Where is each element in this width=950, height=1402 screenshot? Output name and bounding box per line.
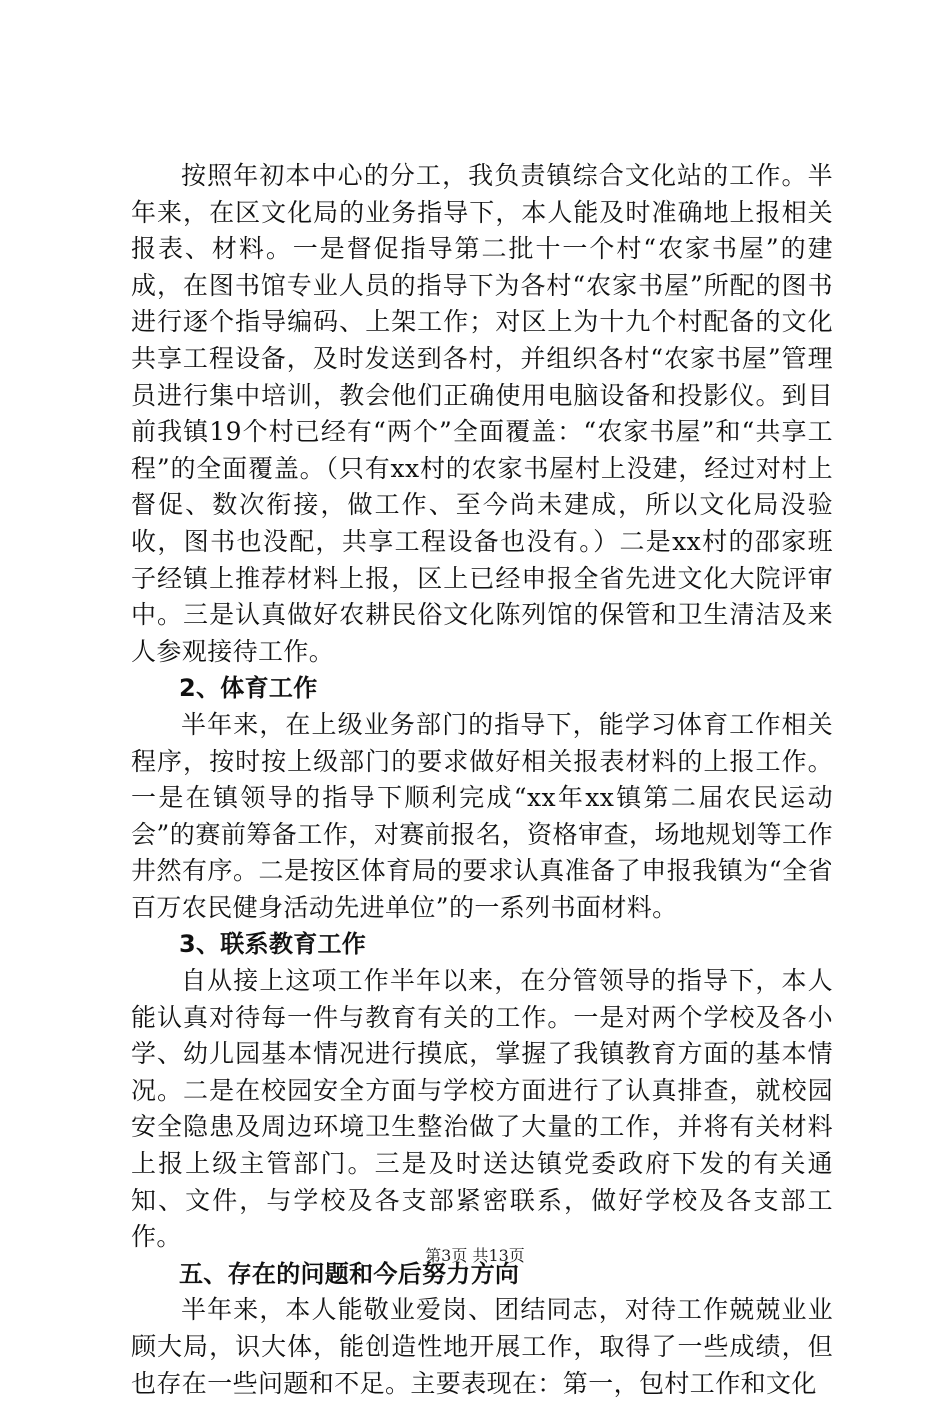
section-heading-sports: 2、体育工作 xyxy=(179,674,318,703)
paragraph-sports-work: 半年来，在上级业务部门的指导下，能学习体育工作相关程序，按时按上级部门的要求做好相关报表材料的上报工作。一是在镇领导的指导下顺利完成“xx年xx镇第二届农民运动会”的赛前筹备工作，对赛前报名，资格审查，场地规划等工作井然有序。二是按区体育局的要求认真准备了申报我镇为“全省百万农民健身活动先进单位”的一系列书面材料。 xyxy=(131,709,833,922)
document-body xyxy=(131,158,833,1402)
section-heading-education: 3、联系教育工作 xyxy=(179,930,367,959)
page-number-footer: 第3页 共13页 xyxy=(425,1246,525,1265)
paragraph-problems: 半年来，本人能敬业爱岗、团结同志，对待工作兢兢业业顾大局，识大体，能创造性地开展工作，取得了一些成绩，但也存在一些问题和不足。主要表现在：第一，包村工作和文化 xyxy=(131,1295,833,1398)
paragraph-education-work: 自从接上这项工作半年以来，在分管领导的指导下，本人能认真对待每一件与教育有关的工作。一是对两个学校及各小学、幼儿园基本情况进行摸底，掌握了我镇教育方面的基本情况。二是在校园安全方面与学校方面进行了认真排查，就校园安全隐患及周边环境卫生整治做了大量的工作，并将有关材料上报上级主管部门。三是及时送达镇党委政府下发的有关通知、文件，与学校及各支部紧密联系，做好学校及各支部工作。 xyxy=(131,966,833,1252)
paragraph-culture-station-work: 按照年初本中心的分工，我负责镇综合文化站的工作。半年来，在区文化局的业务指导下，本人能及时准确地上报相关报表、材料。一是督促指导第二批十一个村“农家书屋”的建成，在图书馆专业人员的指导下为各村“农家书屋”所配的图书进行逐个指导编码、上架工作；对区上为十九个村配备的文化共享工程设备，及时发送到各村，并组织各村“农家书屋”管理员进行集中培训，教会他们正确使用电脑设备和投影仪。到目前我镇19个村已经有“两个”全面覆盖：“农家书屋”和“共享工程”的全面覆盖。（只有xx村的农家书屋村上没建，经过对村上督促、数次衔接，做工作、至今尚未建成，所以文化局没验收，图书也没配，共享工程设备也没有。）二是xx村的邵家班子经镇上推荐材料上报，区上已经申报全省先进文化大院评审中。三是认真做好农耕民俗文化陈列馆的保管和卫生清洁及来人参观接待工作。 xyxy=(131,161,833,666)
section-heading-problems: 五、存在的问题和今后努力方向 xyxy=(179,1259,520,1288)
